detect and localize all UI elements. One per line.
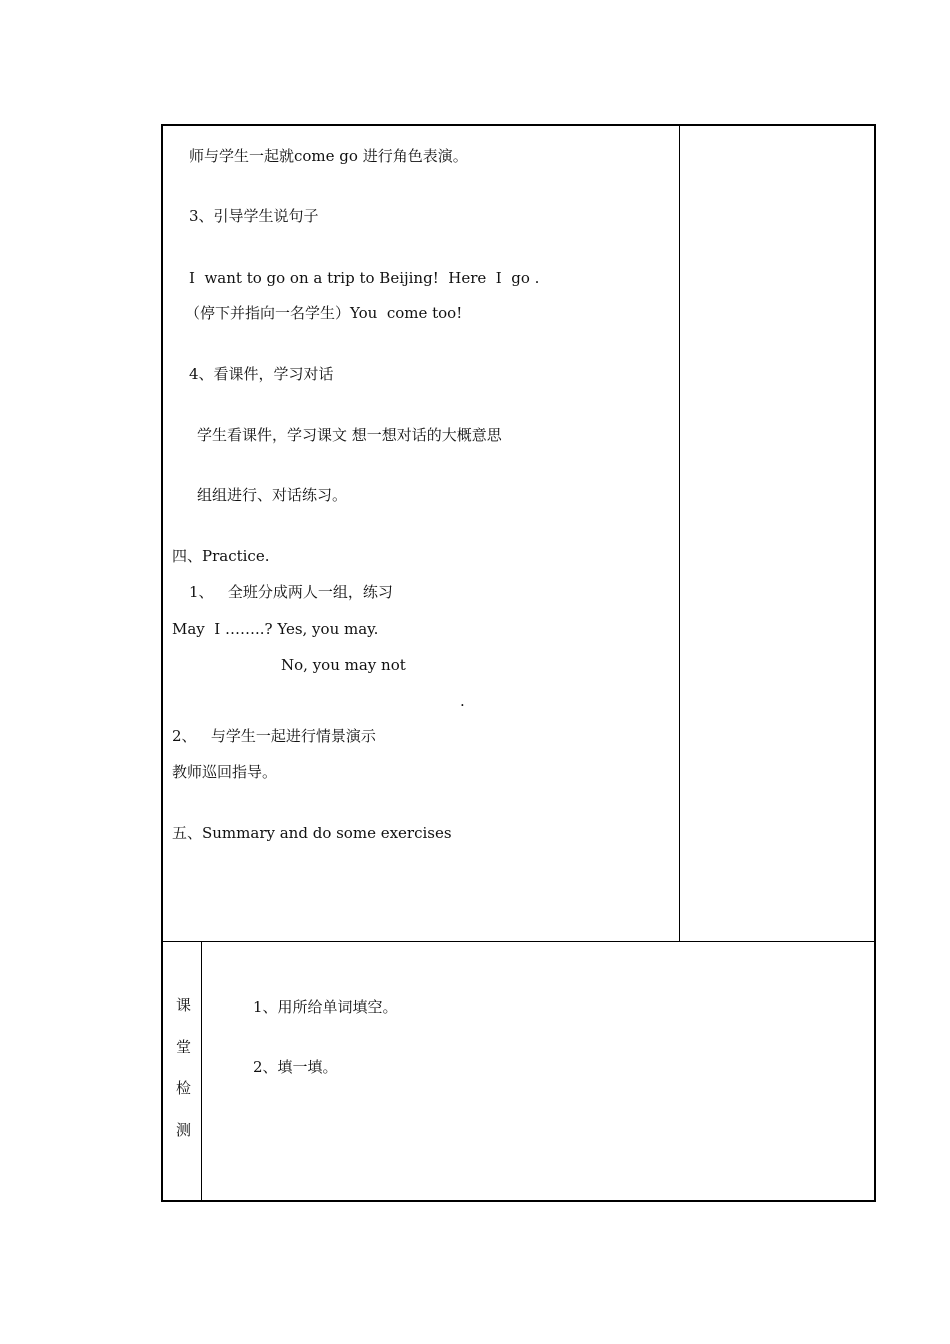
- text-line: No, you may not: [281, 656, 406, 674]
- row-divider: [161, 941, 876, 942]
- text-line: 3、引导学生说句子: [189, 207, 319, 225]
- text-line: May I ……..? Yes, you may.: [172, 620, 379, 638]
- check-item: 2、填一填。: [253, 1058, 338, 1076]
- section-heading: 五、Summary and do some exercises: [172, 824, 452, 842]
- label-char: 检: [176, 1079, 192, 1097]
- text-line: 师与学生一起就come go 进行角色表演。: [189, 147, 468, 165]
- text-line: 教师巡回指导。: [172, 763, 278, 781]
- label-char: 课: [176, 996, 192, 1014]
- table-border-right: [874, 124, 876, 1202]
- label-char: 堂: [176, 1038, 192, 1056]
- check-item: 1、用所给单词填空。: [253, 998, 398, 1016]
- text-line: （停下并指向一名学生）You come too!: [185, 304, 463, 322]
- column-divider-lower: [201, 941, 202, 1202]
- text-line: .: [460, 692, 465, 710]
- text-line: I want to go on a trip to Beijing! Here I go .: [189, 269, 540, 287]
- text-line: 组组进行、对话练习。: [197, 486, 348, 504]
- text-line: 1、 全班分成两人一组，练习: [189, 583, 393, 601]
- label-char: 测: [176, 1121, 192, 1139]
- text-line: 学生看课件，学习课文 想一想对话的大概意思: [197, 426, 502, 444]
- text-line: 4、看课件，学习对话: [189, 365, 334, 383]
- table-border-top: [161, 124, 876, 126]
- text-line: 2、 与学生一起进行情景演示: [172, 727, 376, 745]
- table-border-left: [161, 124, 163, 1202]
- table-border-bottom: [161, 1200, 876, 1202]
- column-divider-upper: [679, 124, 680, 942]
- section-heading: 四、Practice.: [172, 547, 270, 565]
